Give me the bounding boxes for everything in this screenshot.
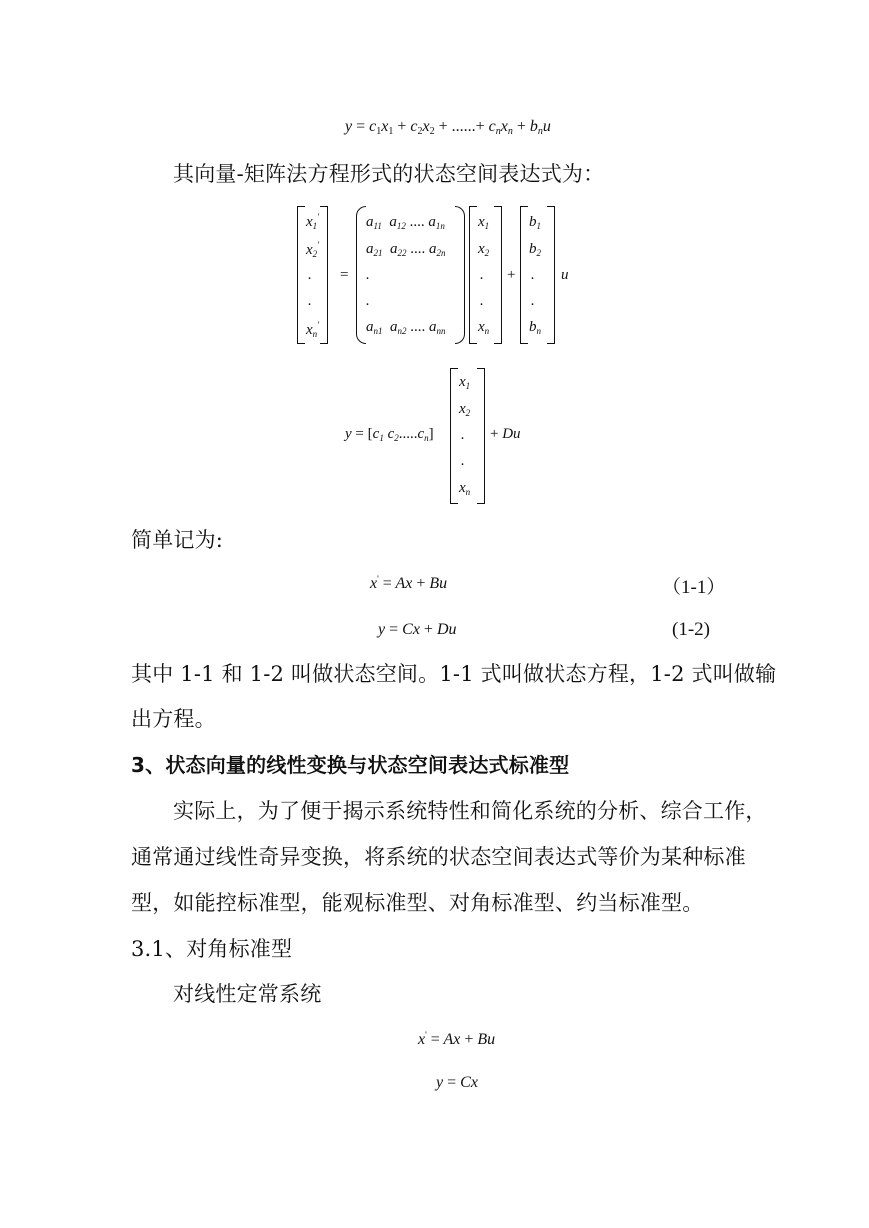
document-page: $y = c_1x_1 + c_2x_2$ + ......+ $c_nx_n + b_nu$ 其向量-矩阵法方程形式的状态空间表达式为： $x_1'$ $x_2'$ . . $x_n'$ = $a_{11}$ $a_{12}$ .... $a_{1n}$ $a_{21}$ $a_{22}$ .... $a_{2n}$ . . $a_{n1}$ $a_{n2}$ .... $a_{nn}$ $x_1$ $x_2$ . . $x_n$ + $b_1$ $b_2$ . . $b_n$ u $y = [c_1$ $c_2.....c_n$] $x_1$ $x_2$ . . $x_n$ + Du 简单记为: x' = Ax + Bu （1-1） y = Cx + Du (1-2) 其中 1-1 和 1-2 叫做状态空间。1-1 式叫做状态方程，1-2 式叫做输 出方程。 3、状态向量的线性变换与状态空间表达式标准型 实际上，为了便于揭示系统特性和简化系统的分析、综合工作， 通常通过线性奇异变换，将系统的状态空间表达式等价为某种标准 型，如能控标准型，能观标准型、对角标准型、约当标准型。 3.1、对角标准型 对线性定常系统 x' = Ax + Bu y = Cx bbox=[131, 118, 777, 1091]
lti-output-equation: y = Cx bbox=[436, 1074, 478, 1091]
lti-state-equation: x' = Ax + Bu bbox=[418, 1030, 496, 1048]
subsection-heading: 3.1、对角标准型 bbox=[131, 937, 293, 961]
simple-label: 简单记为: bbox=[131, 528, 224, 552]
equation-number-2: (1-2) bbox=[672, 619, 710, 640]
equation-number-1: （1-1） bbox=[662, 577, 726, 598]
body-line-1: 实际上，为了便于揭示系统特性和简化系统的分析、综合工作， bbox=[173, 799, 767, 823]
body-line-2: 通常通过线性奇异变换，将系统的状态空间表达式等价为某种标准 bbox=[131, 845, 746, 869]
lti-intro: 对线性定常系统 bbox=[173, 982, 322, 1006]
body-line-3: 型，如能控标准型，能观标准型、对角标准型、约当标准型。 bbox=[131, 891, 704, 915]
section-heading: 3、状态向量的线性变换与状态空间表达式标准型 bbox=[131, 753, 570, 777]
output-sum-equation: $y = c_1x_1 + c_2x_2$ + ......+ $c_nx_n + b_nu$ bbox=[345, 118, 551, 137]
description-line-1: 其中 1-1 和 1-2 叫做状态空间。1-1 式叫做状态方程，1-2 式叫做输 bbox=[131, 662, 777, 686]
description-line-2: 出方程。 bbox=[131, 707, 216, 731]
output-equation: y = Cx + Du bbox=[378, 621, 457, 638]
intro-text: 其向量-矩阵法方程形式的状态空间表达式为： bbox=[173, 162, 605, 186]
state-equation: x' = Ax + Bu bbox=[370, 574, 448, 592]
